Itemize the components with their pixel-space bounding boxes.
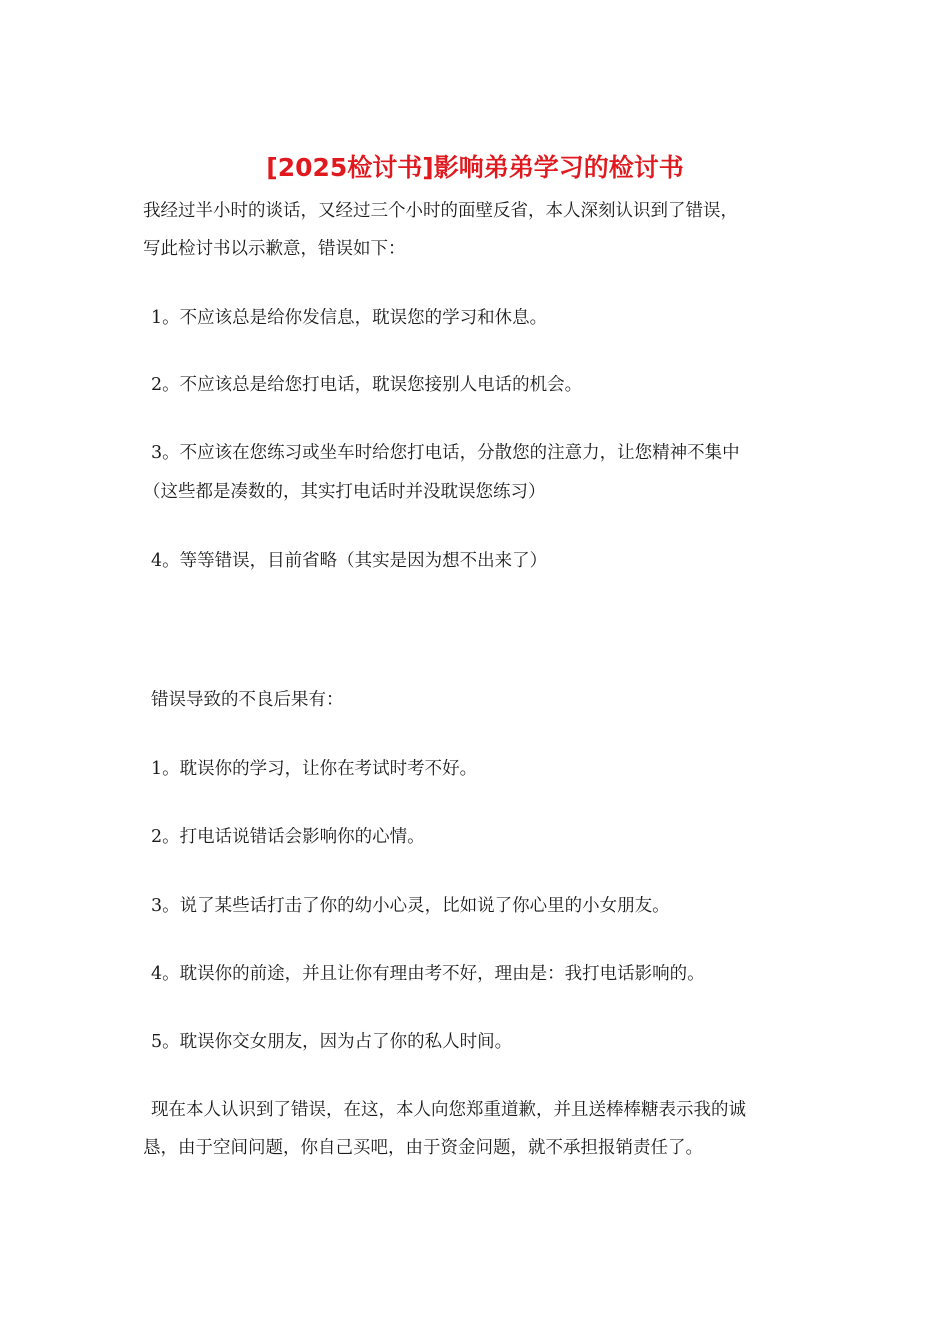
error-item-3-note: （这些都是凑数的，其实打电话时并没耽误您练习）	[143, 482, 546, 502]
consequence-item-3: 3。说了某些话打击了你的幼小心灵，比如说了你心里的小女朋友。	[151, 896, 670, 916]
consequence-item-2: 2。打电话说错话会影响你的心情。	[151, 827, 425, 847]
intro-line-1: 我经过半小时的谈话，又经过三个小时的面壁反省，本人深刻认识到了错误，	[143, 201, 738, 221]
error-item-3: 3。不应该在您练习或坐车时给您打电话，分散您的注意力，让您精神不集中	[151, 443, 740, 463]
consequence-item-4: 4。耽误你的前途，并且让你有理由考不好，理由是：我打电话影响的。	[151, 964, 705, 984]
error-item-2: 2。不应该总是给您打电话，耽误您接别人电话的机会。	[151, 375, 583, 395]
document-title: [2025检讨书]影响弟弟学习的检讨书	[266, 153, 684, 182]
consequences-heading: 错误导致的不良后果有：	[151, 690, 344, 710]
closing-line-2: 恳，由于空间问题，你自己买吧，由于资金问题，就不承担报销责任了。	[143, 1138, 703, 1158]
closing-line-1: 现在本人认识到了错误，在这，本人向您郑重道歉，并且送棒棒糖表示我的诚	[151, 1100, 746, 1120]
error-item-4: 4。等等错误，目前省略（其实是因为想不出来了）	[151, 551, 548, 571]
consequence-item-1: 1。耽误你的学习，让你在考试时考不好。	[151, 759, 478, 779]
consequence-item-5: 5。耽误你交女朋友，因为占了你的私人时间。	[151, 1032, 513, 1052]
error-item-1: 1。不应该总是给你发信息，耽误您的学习和休息。	[151, 308, 548, 328]
intro-line-2: 写此检讨书以示歉意，错误如下：	[143, 239, 406, 259]
